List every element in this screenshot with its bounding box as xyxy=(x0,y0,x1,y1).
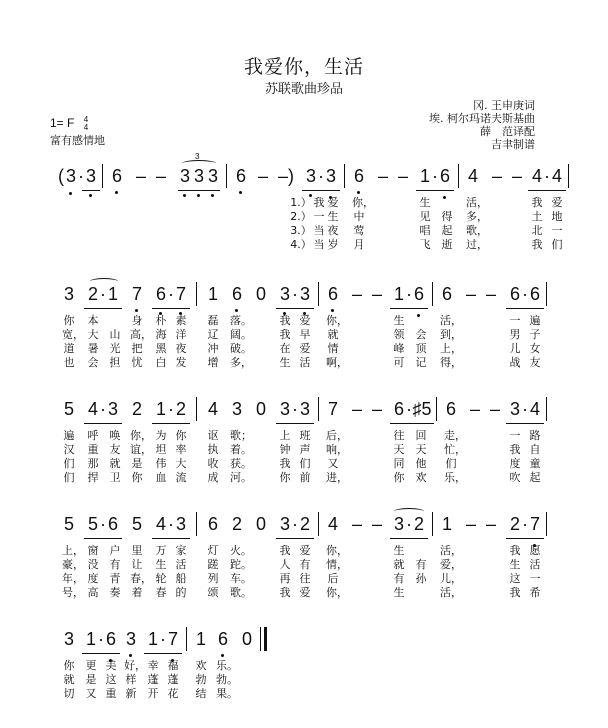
note: 2 xyxy=(87,284,98,304)
note: 3 xyxy=(63,629,74,649)
note: 0 xyxy=(255,514,266,534)
note: · xyxy=(100,399,106,419)
dash: – xyxy=(465,284,476,304)
note: 6 xyxy=(445,399,456,419)
note: 6 xyxy=(217,629,228,649)
final-barline-thick xyxy=(264,627,267,651)
note: 6 xyxy=(235,166,246,186)
barline xyxy=(196,512,197,536)
note: 3 xyxy=(65,166,76,186)
lyric-verse-4: 们 捍 卫 你 血 流 成 河。 你 前 进， 你 欢 乐， 吹 起 xyxy=(63,471,541,484)
note: ♯5 xyxy=(412,399,432,420)
note: 3 xyxy=(207,166,218,186)
note: 3 xyxy=(231,399,242,419)
note: · xyxy=(406,284,412,304)
staff-system-4 xyxy=(62,510,552,600)
barline xyxy=(196,397,197,421)
note: 6 xyxy=(327,284,338,304)
lyric-verse-3: 3.） 当 夜 莺 唱 起 歌， 北 一 xyxy=(290,224,563,237)
lyric-verse-2: 宽， 大 山 高， 海 洋 辽 阔。 我 早 就 领 会 到， 男 子 xyxy=(62,328,541,341)
dash: – xyxy=(135,166,146,186)
barline xyxy=(432,512,433,536)
note: 1 xyxy=(155,399,166,419)
note: · xyxy=(168,284,174,304)
barline xyxy=(568,164,569,188)
tuplet-mark: 3 xyxy=(195,152,200,161)
note: 2 xyxy=(131,399,142,419)
lyric-verse-3: 道 暑 光 把 黑 夜 冲 破。 在 爱 情 峰 顶 上， 儿 女 xyxy=(63,342,541,355)
time-sig-top: 4 xyxy=(83,115,89,124)
note: 4 xyxy=(467,166,478,186)
staff-system-5 xyxy=(62,625,552,701)
notation-row xyxy=(62,510,552,540)
note: 6 xyxy=(111,166,122,186)
lyric-verse-2: 汉 重 友 谊， 坦 率 执 着。 钟 声 响， 天 天 忙， 我 自 xyxy=(63,443,541,456)
lyric-verse-4: 4.） 当 岁 月 飞 逝 过， 我 们 xyxy=(290,238,563,251)
note: 6 xyxy=(393,399,404,419)
note: 3 xyxy=(106,399,120,420)
lyric-verse-1: 1.） 我 爱 你， 生 活， 我 爱 xyxy=(290,196,563,209)
time-sig-bottom: 4 xyxy=(83,123,89,132)
note: 6 xyxy=(441,284,452,304)
note: 1 xyxy=(85,629,96,649)
barline xyxy=(318,282,319,306)
note: 3 xyxy=(299,284,310,304)
note: 6 xyxy=(509,284,520,304)
note: 6 xyxy=(106,514,120,535)
dash: – xyxy=(489,399,500,419)
note: 7 xyxy=(528,514,542,535)
barline xyxy=(546,397,547,421)
note: · xyxy=(406,514,412,534)
note: 6 xyxy=(207,514,218,534)
key-signature xyxy=(50,116,88,132)
barline xyxy=(186,627,187,651)
note: 1 xyxy=(195,629,206,649)
final-barline-thin xyxy=(260,627,261,651)
note: 5 xyxy=(63,514,74,534)
barline xyxy=(546,282,547,306)
lyric-verse-3: 们 那 就 是 伟 大 收 获。 我 们 又 同 他 们 度 童 xyxy=(63,457,541,470)
song-subtitle: 苏联歌曲珍品 xyxy=(264,82,343,97)
note: 6 xyxy=(231,284,242,304)
barline xyxy=(318,397,319,421)
note: 3 xyxy=(179,166,190,186)
note: 4 xyxy=(155,514,166,534)
lyric-verse-1: 上， 窗 户 里 万 家 灯 火。 我 爱 你， 生 活， 我 愿 xyxy=(62,544,541,557)
note: 5 xyxy=(87,514,98,534)
note: · xyxy=(406,399,412,419)
note: · xyxy=(522,514,528,534)
note: · xyxy=(292,514,298,534)
note: 1 xyxy=(106,284,120,305)
dash: – xyxy=(491,166,502,186)
note: · xyxy=(544,166,550,186)
dash: – xyxy=(351,514,362,534)
note: 4 xyxy=(550,166,564,187)
note: 2 xyxy=(298,514,312,535)
note: 0 xyxy=(241,629,252,649)
staff-system-2 xyxy=(62,280,552,370)
note: 6 xyxy=(104,629,118,650)
note: 1 xyxy=(207,284,218,304)
lyric-verse-1: 遍 呼 唤 你， 为 你 讴 歌； 上 班 后， 往 回 走， 一 路 xyxy=(63,429,541,442)
note: 3 xyxy=(324,166,338,187)
note: 7 xyxy=(175,284,186,304)
note: · xyxy=(522,284,528,304)
note: 3 xyxy=(305,166,316,186)
note: 3 xyxy=(298,399,312,420)
note: 7 xyxy=(327,399,338,419)
note: · xyxy=(160,629,166,649)
note: 7 xyxy=(166,629,180,650)
key-label: 1= F xyxy=(50,116,75,131)
barline xyxy=(546,512,547,536)
tempo-marking: 富有感情地 xyxy=(50,134,105,147)
dash: – xyxy=(371,514,382,534)
note: · xyxy=(100,284,106,304)
barline xyxy=(436,397,437,421)
notation-row xyxy=(62,395,552,425)
note: 6 xyxy=(353,166,364,186)
barline xyxy=(226,164,227,188)
lyric-verse-4: 号， 高 奏 着 春 的 颂 歌。 我 爱 你， 生 活， 我 希 xyxy=(62,586,541,599)
notation-row xyxy=(62,625,552,655)
note: 6 xyxy=(155,284,166,304)
note: · xyxy=(168,514,174,534)
lyric-verse-1: 你 更 美 好， 幸 福 欢 乐。 xyxy=(63,659,238,672)
note: · xyxy=(318,166,324,186)
song-title: 我爱你，生活 xyxy=(243,56,364,78)
lyricist-credit: 冈. 王申庚词 xyxy=(473,99,535,112)
note: 3 xyxy=(193,166,204,186)
note: ( xyxy=(58,166,64,186)
note: 7 xyxy=(131,284,142,304)
note: 2 xyxy=(174,399,188,420)
dash: – xyxy=(397,166,408,186)
staff-system-1 xyxy=(56,152,563,252)
dash: – xyxy=(351,284,362,304)
note: 4 xyxy=(327,514,338,534)
note: 3 xyxy=(393,514,404,534)
notation-row xyxy=(62,280,552,310)
dash: – xyxy=(371,284,382,304)
note: 4 xyxy=(528,399,542,420)
note: · xyxy=(168,399,174,419)
lyric-verse-2: 就 是 这 样 蓬 蓬 勃 勃。 xyxy=(63,673,238,686)
dash: – xyxy=(511,166,522,186)
note: 1 xyxy=(147,629,158,649)
note: 3 xyxy=(63,284,74,304)
note: · xyxy=(78,166,84,186)
note: · xyxy=(292,284,298,304)
note: 3 xyxy=(84,166,98,187)
barline xyxy=(344,164,345,188)
lyric-verse-3: 切 又 重 新 开 花 结 果。 xyxy=(63,687,238,700)
note: 3 xyxy=(509,399,520,419)
dash: – xyxy=(485,284,496,304)
lyric-verse-1: 你 本 身 朴 素 磊 落。 我 爱 你， 生 活， 一 遍 xyxy=(63,314,541,327)
notation-credit: 吉聿制谱 xyxy=(491,138,535,151)
note: 1 xyxy=(441,514,452,534)
note: 0 xyxy=(255,284,266,304)
note: 2 xyxy=(412,514,426,535)
note: · xyxy=(522,399,528,419)
note: 4 xyxy=(87,399,98,419)
note: 2 xyxy=(231,514,242,534)
barline xyxy=(318,512,319,536)
note: 6 xyxy=(438,166,452,187)
note: 3 xyxy=(279,284,290,304)
dash: – xyxy=(155,166,166,186)
note: 3 xyxy=(279,399,290,419)
dash: – xyxy=(469,399,480,419)
dash: – xyxy=(377,166,388,186)
note: 5 xyxy=(131,514,142,534)
lyric-verse-4: 也 会 担 忧 白 发 增 多， 生 活 啊， 可 记 得， 战 友 xyxy=(63,356,541,369)
note: 4 xyxy=(207,399,218,419)
note: 6 xyxy=(412,284,426,305)
note: 4 xyxy=(531,166,542,186)
composer-credit: 埃. 柯尔玛诺夫斯基曲 xyxy=(429,112,535,125)
credits-block xyxy=(429,99,535,151)
note: 0 xyxy=(255,399,266,419)
note: 3 xyxy=(125,629,136,649)
dash: – xyxy=(485,514,496,534)
translator-credit: 薛 范译配 xyxy=(480,125,535,138)
note: · xyxy=(98,629,104,649)
barline xyxy=(432,282,433,306)
note: 3 xyxy=(174,514,188,535)
note: · xyxy=(432,166,438,186)
lyric-verse-2: 2.） 一 生 中 见 得 多， 土 地 xyxy=(290,210,563,223)
note: 6 xyxy=(528,284,542,305)
lyric-verse-2: 豪， 没 有 让 生 活 蹉 跎。 人 有 情， 就 有 爱， 生 活 xyxy=(62,558,541,571)
note: · xyxy=(100,514,106,534)
note: · xyxy=(292,399,298,419)
note: 1 xyxy=(393,284,404,304)
time-signature xyxy=(84,116,88,132)
dash: – xyxy=(351,399,362,419)
dash: – xyxy=(257,166,268,186)
notation-row xyxy=(56,152,562,192)
staff-system-3 xyxy=(62,395,552,485)
dash: –) xyxy=(277,166,294,186)
note: 5 xyxy=(63,399,74,419)
barline xyxy=(458,164,459,188)
dash: – xyxy=(465,514,476,534)
note: 2 xyxy=(509,514,520,534)
barline xyxy=(102,164,103,188)
barline xyxy=(196,282,197,306)
note: 3 xyxy=(279,514,290,534)
lyric-verse-3: 年， 度 青 春， 轮 船 列 车。 再 往 后 有 孙 儿， 这 一 xyxy=(62,572,541,585)
dash: – xyxy=(371,399,382,419)
note: 1 xyxy=(419,166,430,186)
